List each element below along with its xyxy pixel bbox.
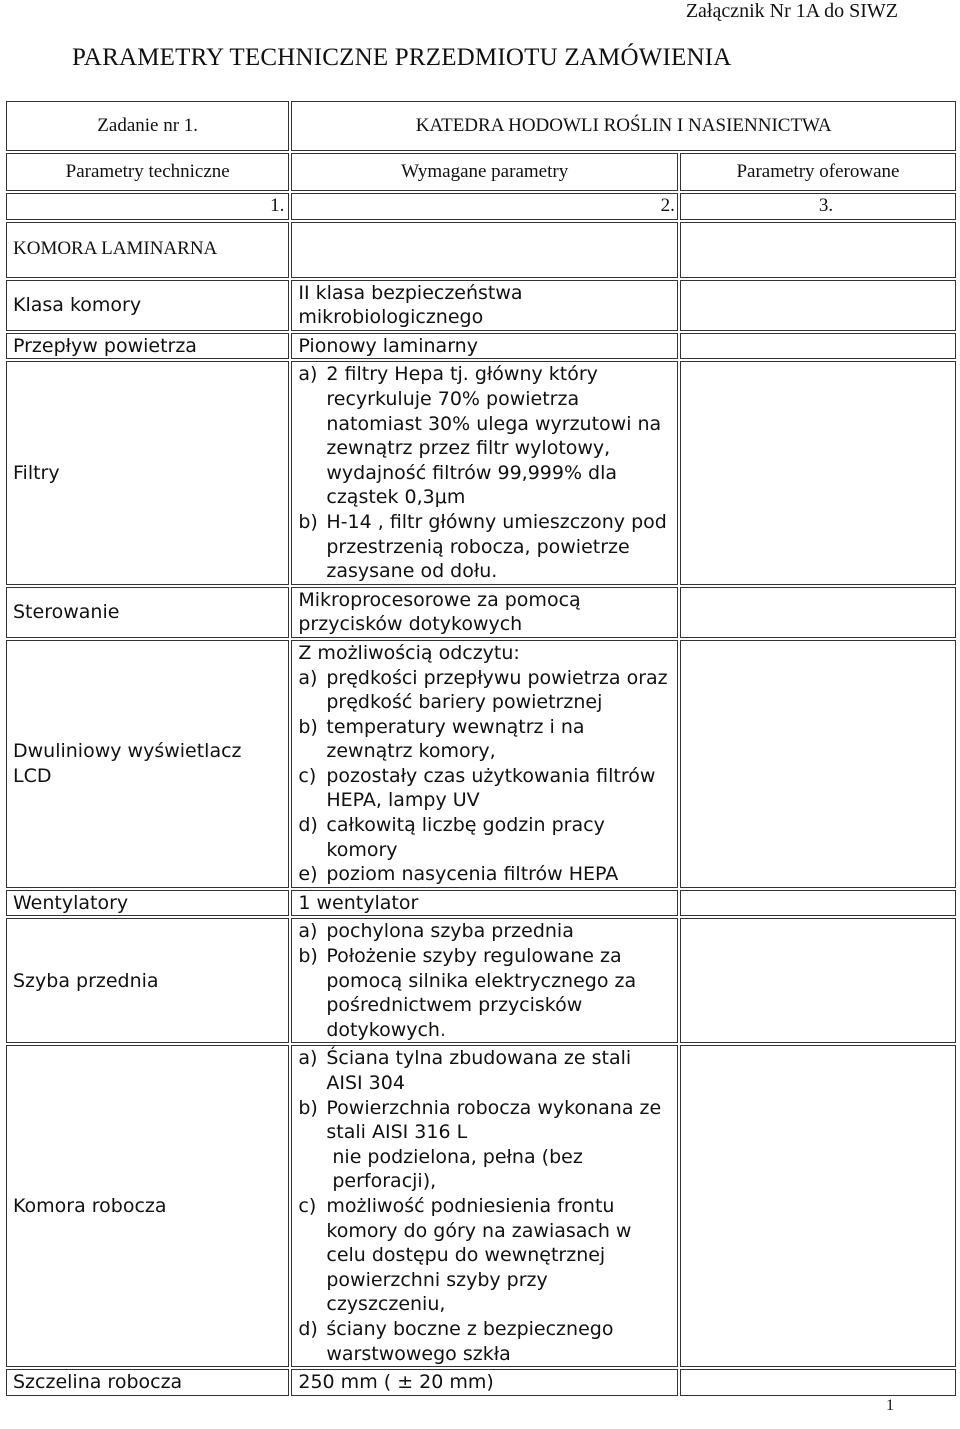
param-required [291, 918, 678, 1043]
param-required [291, 640, 678, 888]
table-row [6, 1369, 956, 1396]
param-label: Filtry [6, 361, 289, 584]
list-text: prędkości przepływu powietrza oraz prędkość bariery powietrznej [326, 666, 668, 714]
list-text: ściany boczne z bezpiecznego warstwowego szkła [326, 1317, 614, 1365]
list-marker: c) [298, 1194, 317, 1217]
task-row [6, 101, 956, 151]
list-marker: a) [298, 666, 318, 689]
table-row [6, 890, 956, 917]
param-required: II klasa bezpieczeństwa mikrobiologicznego [291, 280, 678, 331]
trailing-dot: . [439, 1018, 447, 1041]
table-row [6, 280, 956, 331]
list-text: pozostały czas użytkowania filtrów HEPA, lampy UV [326, 764, 656, 812]
param-required [291, 1045, 678, 1367]
column-header-technical: Parametry techniczne [6, 153, 289, 191]
list-item [298, 1145, 671, 1194]
list-text: możliwość podniesienia frontu komory do góry na zawiasach w celu dostępu do wewnętrznej powierzchni szyby przy czyszczeniu, [326, 1194, 632, 1316]
param-offered [680, 890, 956, 917]
list-marker: b) [298, 510, 318, 533]
list-item [298, 919, 671, 944]
table-row [6, 361, 956, 584]
section-row [6, 222, 956, 278]
param-required [291, 361, 678, 584]
list-marker: b) [298, 715, 318, 738]
column-header-required: Wymagane parametry [291, 153, 678, 191]
column-number-1: 1. [6, 193, 289, 220]
document-title: PARAMETRY TECHNICZNE PRZEDMIOTU ZAMÓWIENIA [72, 44, 732, 71]
task-number: Zadanie nr 1. [6, 101, 289, 151]
table-row [6, 587, 956, 638]
column-header-row [6, 153, 956, 191]
param-label: Komora robocza [6, 1045, 289, 1367]
list-marker: a) [298, 920, 318, 943]
list-text: całkowitą liczbę godzin pracy komory [326, 814, 605, 861]
list-text: nie podzielona, pełna (bez perforacji), [332, 1145, 583, 1193]
list-item [298, 764, 671, 813]
param-required: 1 wentylator [291, 890, 678, 917]
column-number-2: 2. [291, 193, 678, 220]
list-text: temperatury wewnątrz i na zewnątrz komory, [326, 715, 585, 763]
list-text: H-14 , filtr główny umieszczony pod przestrzenią robocza, powietrze zasysane od dołu. [326, 510, 667, 583]
table-row [6, 918, 956, 1043]
param-label: Klasa komory [6, 280, 289, 331]
section-title: KOMORA LAMINARNA [6, 222, 289, 278]
column-number-3: 3. [680, 193, 956, 220]
param-offered [680, 1045, 956, 1367]
list-item [298, 1194, 671, 1317]
column-header-offered: Parametry oferowane [680, 153, 956, 191]
list-item [298, 362, 671, 510]
param-required: Mikroprocesorowe za pomocą przycisków dotykowych [291, 587, 678, 638]
list-item [298, 715, 671, 764]
list-marker: a) [298, 1047, 318, 1070]
list-marker: e) [298, 863, 318, 886]
list-item [298, 944, 671, 1042]
list-marker: d) [298, 1317, 318, 1340]
column-number-row [6, 193, 956, 220]
param-offered [680, 918, 956, 1043]
list-item [298, 510, 671, 584]
list-marker: d) [298, 814, 318, 837]
list-text: poziom nasycenia filtrów HEPA [326, 863, 619, 886]
table-row [6, 640, 956, 888]
param-label: Szczelina robocza [6, 1369, 289, 1396]
param-required: 250 mm ( ± 20 mm) [291, 1369, 678, 1396]
param-label: Szyba przednia [6, 918, 289, 1043]
list-item [298, 813, 671, 862]
param-offered [680, 333, 956, 360]
section-required-empty [291, 222, 678, 278]
department-name: KATEDRA HODOWLI ROŚLIN I NASIENNICTWA [291, 101, 956, 151]
list-text: pochylona szyba przednia [326, 920, 574, 943]
list-text: Ściana tylna zbudowana ze stali AISI 304 [326, 1047, 632, 1094]
list-intro: Z możliwością odczytu: [298, 641, 520, 664]
table-row [6, 1045, 956, 1367]
param-offered [680, 1369, 956, 1396]
annex-reference: Załącznik Nr 1A do SIWZ [685, 0, 898, 22]
list-text: Położenie szyby regulowane za pomocą silnika elektrycznego za pośrednictwem przycisków dotykowych [326, 945, 637, 1041]
param-label: Dwuliniowy wyświetlacz LCD [6, 640, 289, 888]
page-number: 1 [886, 1397, 894, 1414]
param-offered [680, 361, 956, 584]
table-row [6, 333, 956, 360]
list-item [298, 1317, 671, 1366]
parameters-table [4, 99, 958, 1398]
list-item [298, 1096, 671, 1145]
param-label: Sterowanie [6, 587, 289, 638]
list-text: Powierzchnia robocza wykonana ze stali AISI 316 L [326, 1096, 662, 1144]
param-offered [680, 640, 956, 888]
param-required: Pionowy laminarny [291, 333, 678, 360]
list-text: 2 filtry Hepa tj. główny który recyrkuluje 70% powietrza natomiast 30% ulega wyrzutowi na zewnątrz przez filtr wylotowy, wydajność filtrów 99,999% dla cząstek 0,3μm [326, 363, 662, 509]
list-marker: c) [298, 764, 317, 787]
param-offered [680, 587, 956, 638]
list-item [298, 1046, 671, 1095]
list-item [298, 666, 671, 715]
list-marker: b) [298, 1096, 318, 1119]
param-label: Wentylatory [6, 890, 289, 917]
list-marker: a) [298, 363, 318, 386]
param-label: Przepływ powietrza [6, 333, 289, 360]
param-offered [680, 280, 956, 331]
section-offered-empty [680, 222, 956, 278]
list-marker: b) [298, 945, 318, 968]
list-item [298, 862, 671, 887]
